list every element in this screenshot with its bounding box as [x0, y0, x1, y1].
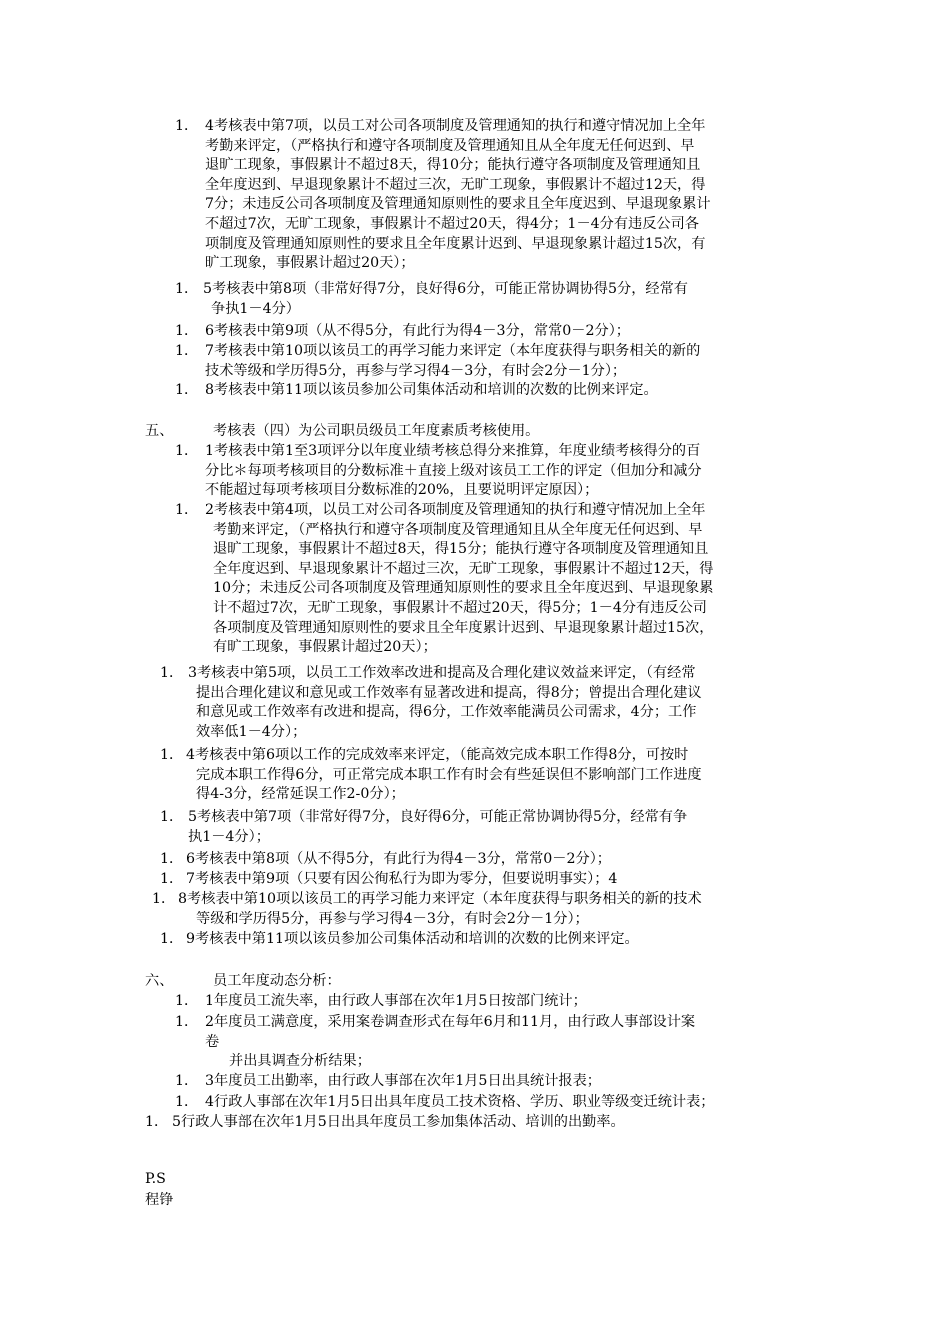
list-item-s6-1: 1年度员工流失率，由行政人事部在次年1月5日按部门统计；: [205, 993, 587, 1009]
list-marker: 1．: [160, 871, 184, 887]
list-marker: 1．: [175, 382, 199, 398]
list-item-s6-5: 5行政人事部在次年1月5日出具年度员工参加集体活动、培训的出勤率。: [172, 1114, 625, 1130]
list-marker: 1．: [160, 747, 184, 763]
list-item-s6-3: 3年度员工出勤率，由行政人事部在次年1月5日出具统计报表；: [205, 1073, 601, 1089]
list-marker: 1．: [175, 281, 199, 297]
list-item-s4-6: 6考核表中第9项（从不得5分，有此行为得4－3分，常常0－2分）；: [205, 323, 630, 339]
signature: 程铮: [145, 1192, 174, 1208]
list-item-s5-6: 6考核表中第8项（从不得5分，有此行为得4－3分，常常0－2分）；: [186, 851, 611, 867]
list-marker: 1．: [152, 891, 176, 907]
list-marker: 1．: [175, 1014, 199, 1030]
list-marker: 1．: [145, 1114, 169, 1130]
list-marker: 1．: [160, 851, 184, 867]
list-item-s5-8: 8考核表中第10项以该员工的再学习能力来评定（本年度获得与职务相关的新的技术 等级和学历得5分，再参与学习得4－3分，有时会2分－1分）；: [178, 891, 702, 927]
list-item-s4-7: 7考核表中第10项以该员工的再学习能力来评定（本年度获得与职务相关的新的 技术等级和学历得5分，再参与学习得4－3分，有时会2分－1分）；: [205, 343, 701, 379]
list-marker: 1．: [175, 1094, 199, 1110]
section-title: 考核表（四）为公司职员级员工年度素质考核使用。: [213, 423, 540, 439]
list-marker: 1．: [175, 1073, 199, 1089]
list-marker: 1．: [160, 931, 184, 947]
list-marker: 1．: [160, 665, 184, 681]
list-marker: 1．: [175, 323, 199, 339]
list-item-s5-2: 2考核表中第4项，以员工对公司各项制度及管理通知的执行和遵守情况加上全年 考勤来评定，（严格执行和遵守各项制度及管理通知且从全年度无任何迟到、早 退旷工现象，事假累计不超过8天，得15分；能执行遵守各项制度及管理通知且 全年度迟到、早退现象累计不超过三次，无旷工现象，事假累计不超过12天，得 10分；未违反公司各项制度及管理通知原则性的要求且全年度迟到、早退现象累 计不超过7次，无旷工现象，事假累计不超过20天，得5分；1－4分有违反公司 各项制度及管理通知原则性的要求且全年度累计迟到、早退现象累计超过15次， 有旷工现象，事假累计超过20天）；: [205, 502, 714, 656]
list-item-s5-9: 9考核表中第11项以该员参加公司集体活动和培训的次数的比例来评定。: [186, 931, 639, 947]
list-item-s5-7: 7考核表中第9项（只要有因公徇私行为即为零分，但要说明事实）；4: [186, 871, 618, 887]
ps-label: P.S: [145, 1171, 166, 1187]
list-item-s4-8: 8考核表中第11项以该员参加公司集体活动和培训的次数的比例来评定。: [205, 382, 658, 398]
list-item-s4-5: 5考核表中第8项（非常好得7分，良好得6分，可能正常协调协得5分，经常有 争执1－4分）: [203, 281, 688, 317]
list-marker: 1．: [175, 502, 199, 518]
list-marker: 1．: [175, 993, 199, 1009]
list-item-s4-4: 4考核表中第7项，以员工对公司各项制度及管理通知的执行和遵守情况加上全年 考勤来评定，（严格执行和遵守各项制度及管理通知且从全年度无任何迟到、早 退旷工现象，事假累计不超过8天，得10分；能执行遵守各项制度及管理通知且 全年度迟到、早退现象累计不超过三次，无旷工现象，事假累计不超过12天，得 7分；未违反公司各项制度及管理通知原则性的要求且全年度迟到、早退现象累计 不超过7次，无旷工现象，事假累计不超过20天，得4分；1－4分有违反公司各 项制度及管理通知原则性的要求且全年度累计迟到、早退现象累计超过15次，有 旷工现象，事假累计超过20天）；: [205, 118, 711, 272]
section-title: 员工年度动态分析：: [213, 973, 341, 989]
list-item-s5-1: 1考核表中第1至3项评分以年度业绩考核总得分来推算，年度业绩考核得分的百 分比＊每项考核项目的分数标准＋直接上级对该员工工作的评定（但加分和减分 不能超过每项考核项目分数标准的20%，且要说明评定原因）；: [205, 443, 702, 499]
list-item-s5-5: 5考核表中第7项（非常好得7分，良好得6分，可能正常协调协得5分，经常有争 执1－4分）；: [188, 809, 688, 845]
list-item-s6-4: 4行政人事部在次年1月5日出具年度员工技术资格、学历、职业等级变迁统计表；: [205, 1094, 715, 1110]
list-marker: 1．: [175, 118, 199, 134]
list-marker: 1．: [175, 443, 199, 459]
section-number: 五、: [145, 423, 174, 439]
list-marker: 1．: [160, 809, 184, 825]
list-item-s6-2: 2年度员工满意度，采用案卷调查形式在每年6月和11月，由行政人事部设计案 卷 并出具调查分析结果；: [205, 1014, 696, 1070]
list-item-s5-4: 4考核表中第6项以工作的完成效率来评定，（能高效完成本职工作得8分，可按时 完成本职工作得6分，可正常完成本职工作有时会有些延误但不影响部门工作进度 得4-3分，经常延误工作2-0分）；: [186, 747, 702, 803]
list-item-s5-3: 3考核表中第5项，以员工工作效率改进和提高及合理化建议效益来评定，（有经常 提出合理化建议和意见或工作效率有显著改进和提高，得8分；曾提出合理化建议 和意见或工作效率有改进和提高，得6分，工作效率能满员公司需求，4分；工作 效率低1－4分）；: [188, 665, 702, 740]
list-marker: 1．: [175, 343, 199, 359]
section-number: 六、: [145, 973, 174, 989]
